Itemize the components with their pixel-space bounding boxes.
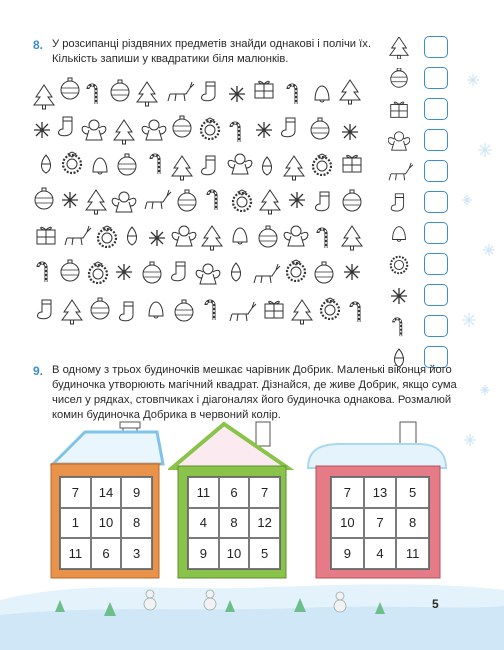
snow-ground-decoration bbox=[0, 560, 504, 650]
window-cell: 8 bbox=[396, 508, 429, 539]
window-cell: 11 bbox=[188, 477, 219, 508]
window-cell: 10 bbox=[331, 508, 364, 539]
task-9-line-3: чисел у рядках, стовпчиках і діагоналях його будиночка однакова. Розмалюй bbox=[52, 394, 452, 406]
answer-row-angel bbox=[388, 127, 452, 155]
task-8-line-2: Кількість запиши у квадратики біля малюнків. bbox=[52, 53, 289, 65]
answer-box-candy-cane[interactable] bbox=[424, 315, 448, 337]
reindeer-icon bbox=[388, 161, 414, 183]
angel-icon bbox=[388, 130, 410, 152]
window-cell: 10 bbox=[91, 508, 122, 539]
window-cell: 7 bbox=[60, 477, 91, 508]
candy-cane-icon bbox=[388, 316, 410, 338]
answer-row-bell bbox=[388, 220, 452, 248]
window-cell: 4 bbox=[188, 508, 219, 539]
answer-row-snowflake bbox=[388, 282, 452, 310]
ball-ornament-icon bbox=[388, 68, 410, 90]
answer-box-tree[interactable] bbox=[424, 36, 448, 58]
answer-row-ball bbox=[388, 65, 452, 93]
task-9-line-4: комин будиночка Добрика в червоний колір. bbox=[52, 409, 281, 421]
window-cell: 10 bbox=[219, 538, 250, 569]
answer-row-wreath bbox=[388, 251, 452, 279]
answer-box-gift[interactable] bbox=[424, 98, 448, 120]
window-cell: 13 bbox=[364, 477, 397, 508]
house-pink-window-grid bbox=[330, 476, 430, 570]
task-9-line-1: В одному з трьох будиночків мешкає чарівник Добрик. Маленькі віконця його bbox=[52, 364, 452, 376]
answer-row-tree bbox=[388, 34, 452, 62]
answer-box-bell[interactable] bbox=[424, 222, 448, 244]
house-green-window-grid bbox=[187, 476, 281, 570]
answer-row-gift bbox=[388, 96, 452, 124]
answer-row-candy-cane bbox=[388, 313, 452, 341]
window-cell: 5 bbox=[396, 477, 429, 508]
window-cell: 14 bbox=[91, 477, 122, 508]
snowflake-decoration bbox=[455, 0, 504, 600]
task-8-number: 8. bbox=[33, 38, 44, 52]
window-cell: 8 bbox=[121, 508, 152, 539]
answer-box-ball[interactable] bbox=[424, 67, 448, 89]
answer-box-wreath[interactable] bbox=[424, 253, 448, 275]
tree-icon bbox=[388, 37, 410, 59]
window-cell: 9 bbox=[331, 538, 364, 569]
stocking-icon bbox=[388, 192, 410, 214]
christmas-items-scatter bbox=[32, 72, 377, 347]
window-cell: 11 bbox=[396, 538, 429, 569]
answer-row-reindeer bbox=[388, 158, 452, 186]
house-orange-window-grid bbox=[59, 476, 153, 570]
task-9-number: 9. bbox=[33, 364, 44, 378]
window-cell: 9 bbox=[121, 477, 152, 508]
window-cell: 6 bbox=[91, 538, 122, 569]
window-cell: 7 bbox=[331, 477, 364, 508]
bell-ornament-icon bbox=[388, 223, 410, 245]
window-cell: 4 bbox=[364, 538, 397, 569]
answer-row-stocking bbox=[388, 189, 452, 217]
window-cell: 12 bbox=[249, 508, 280, 539]
answer-box-snowflake[interactable] bbox=[424, 284, 448, 306]
window-cell: 3 bbox=[121, 538, 152, 569]
answer-box-reindeer[interactable] bbox=[424, 160, 448, 182]
window-cell: 7 bbox=[249, 477, 280, 508]
window-cell: 1 bbox=[60, 508, 91, 539]
window-cell: 8 bbox=[219, 508, 250, 539]
task-9-line-2: будиночка утворюють магічний квадрат. Дізнайся, де живе Добрик, якщо сума bbox=[52, 379, 457, 391]
answer-box-stocking[interactable] bbox=[424, 191, 448, 213]
window-cell: 7 bbox=[364, 508, 397, 539]
snowflake-icon bbox=[388, 285, 410, 307]
house-green bbox=[168, 418, 296, 580]
window-cell: 6 bbox=[219, 477, 250, 508]
task-8-line-1: У розсипанці різдвяних предметів знайди однакові і полічи їх. bbox=[52, 38, 371, 50]
house-orange bbox=[45, 420, 165, 580]
window-cell: 11 bbox=[60, 538, 91, 569]
window-cell: 9 bbox=[188, 538, 219, 569]
answer-box-angel[interactable] bbox=[424, 129, 448, 151]
page-number: 5 bbox=[432, 597, 439, 611]
gift-box-icon bbox=[388, 99, 410, 121]
wreath-icon bbox=[388, 254, 410, 276]
window-cell: 5 bbox=[249, 538, 280, 569]
house-pink bbox=[300, 418, 452, 580]
